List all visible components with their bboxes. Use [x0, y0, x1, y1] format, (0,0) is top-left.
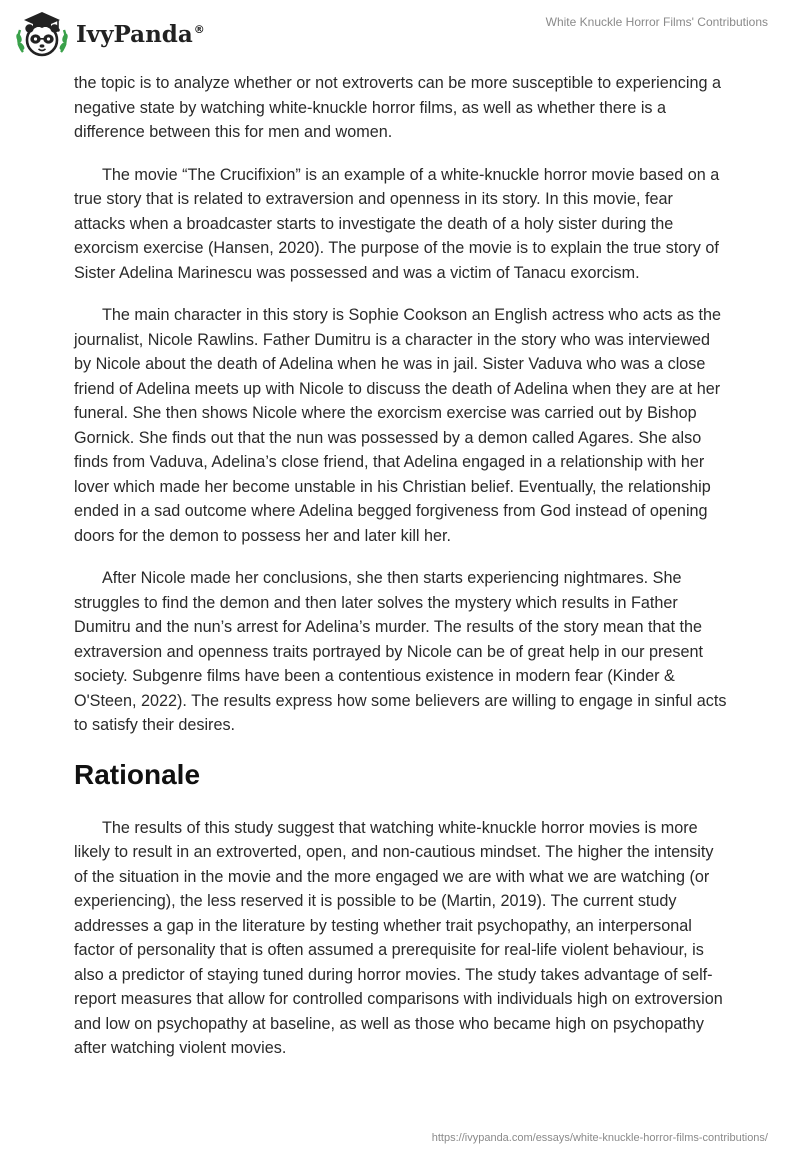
- essay-body: [74, 71, 728, 1079]
- paragraph-continued: the topic is to analyze whether or not extroverts can be more susceptible to experiencing a negative state by watching white-knuckle horror films, as well as whether there is a difference between this for men and women.: [74, 74, 721, 141]
- paragraph: The main character in this story is Sophie Cookson an English actress who acts as the journalist, Nicole Rawlins. Father Dumitru is a character in the story who was interviewed by Nicole about the death of Adelina when he was in jail. Sister Vaduva who was a close friend of Adelina meets up with Nicole to discuss the death of Adelina when they are at her funeral. She then shows Nicole where the exorcism exercise was carried out by Bishop Gornick. She finds out that the nun was possessed by a demon called Agares. She also finds from Vaduva, Adelina’s close friend, that Adelina engaged in a relationship with her lover which made her become unstable in his Christian belief. Eventually, the relationship ended in a sad outcome where Adelina begged forgiveness from God instead of opening doors for the demon to possess her and later kill her.: [74, 306, 722, 545]
- document-title: White Knuckle Horror Films' Contributions: [545, 15, 768, 29]
- paragraph: The movie “The Crucifixion” is an example of a white-knuckle horror movie based on a true story that is related to extraversion and openness in its story. In this movie, fear attacks when a broadcaster starts to investigate the death of a holy sister during the exorcism exercise (Hansen, 2020). The purpose of the movie is to explain the true story of Sister Adelina Marinescu was possessed and was a victim of Tanacu exorcism.: [74, 165, 720, 282]
- registered-mark: ®: [193, 22, 205, 36]
- panda-graduate-logo-icon: [14, 8, 70, 60]
- brand-logo[interactable]: [14, 8, 205, 60]
- paragraph: The results of this study suggest that watching white-knuckle horror movies is more likely to result in an extroverted, open, and non-cautious mindset. The higher the intensity of the situation in the movie and the more engaged we are with what we are watching (or experiencing), the less reserved it is possible to be (Martin, 2019). The current study addresses a gap in the literature by testing whether trait psychopathy, an interpersonal factor of personality that is often assumed a prerequisite for real-life violent behaviour, is also a predictor of staying tuned during horror movies. The study takes advantage of self-report measures that allow for controlled comparisons with individuals high on extroversion and low on psychopathy at baseline, as well as those who became high on psychopathy after watching violent movies.: [74, 818, 723, 1057]
- brand-name: IvyPanda®: [76, 20, 205, 48]
- page-header: [0, 0, 800, 70]
- paragraph: After Nicole made her conclusions, she then starts experiencing nightmares. She struggles to find the demon and then later solves the mystery which results in Father Dumitru and the nun’s arrest for Adelina’s murder. The results of the story mean that the extraversion and openness traits portrayed by Nicole can be of great help in our present society. Subgenre films have been a contentious existence in modern fear (Kinder & O'Steen, 2022). The results express how some believers are willing to engage in sinful acts to satisfy their desires.: [74, 569, 727, 734]
- source-url[interactable]: https://ivypanda.com/essays/white-knuckle-horror-films-contributions/: [431, 1132, 768, 1144]
- section-heading-rationale: Rationale: [74, 758, 201, 790]
